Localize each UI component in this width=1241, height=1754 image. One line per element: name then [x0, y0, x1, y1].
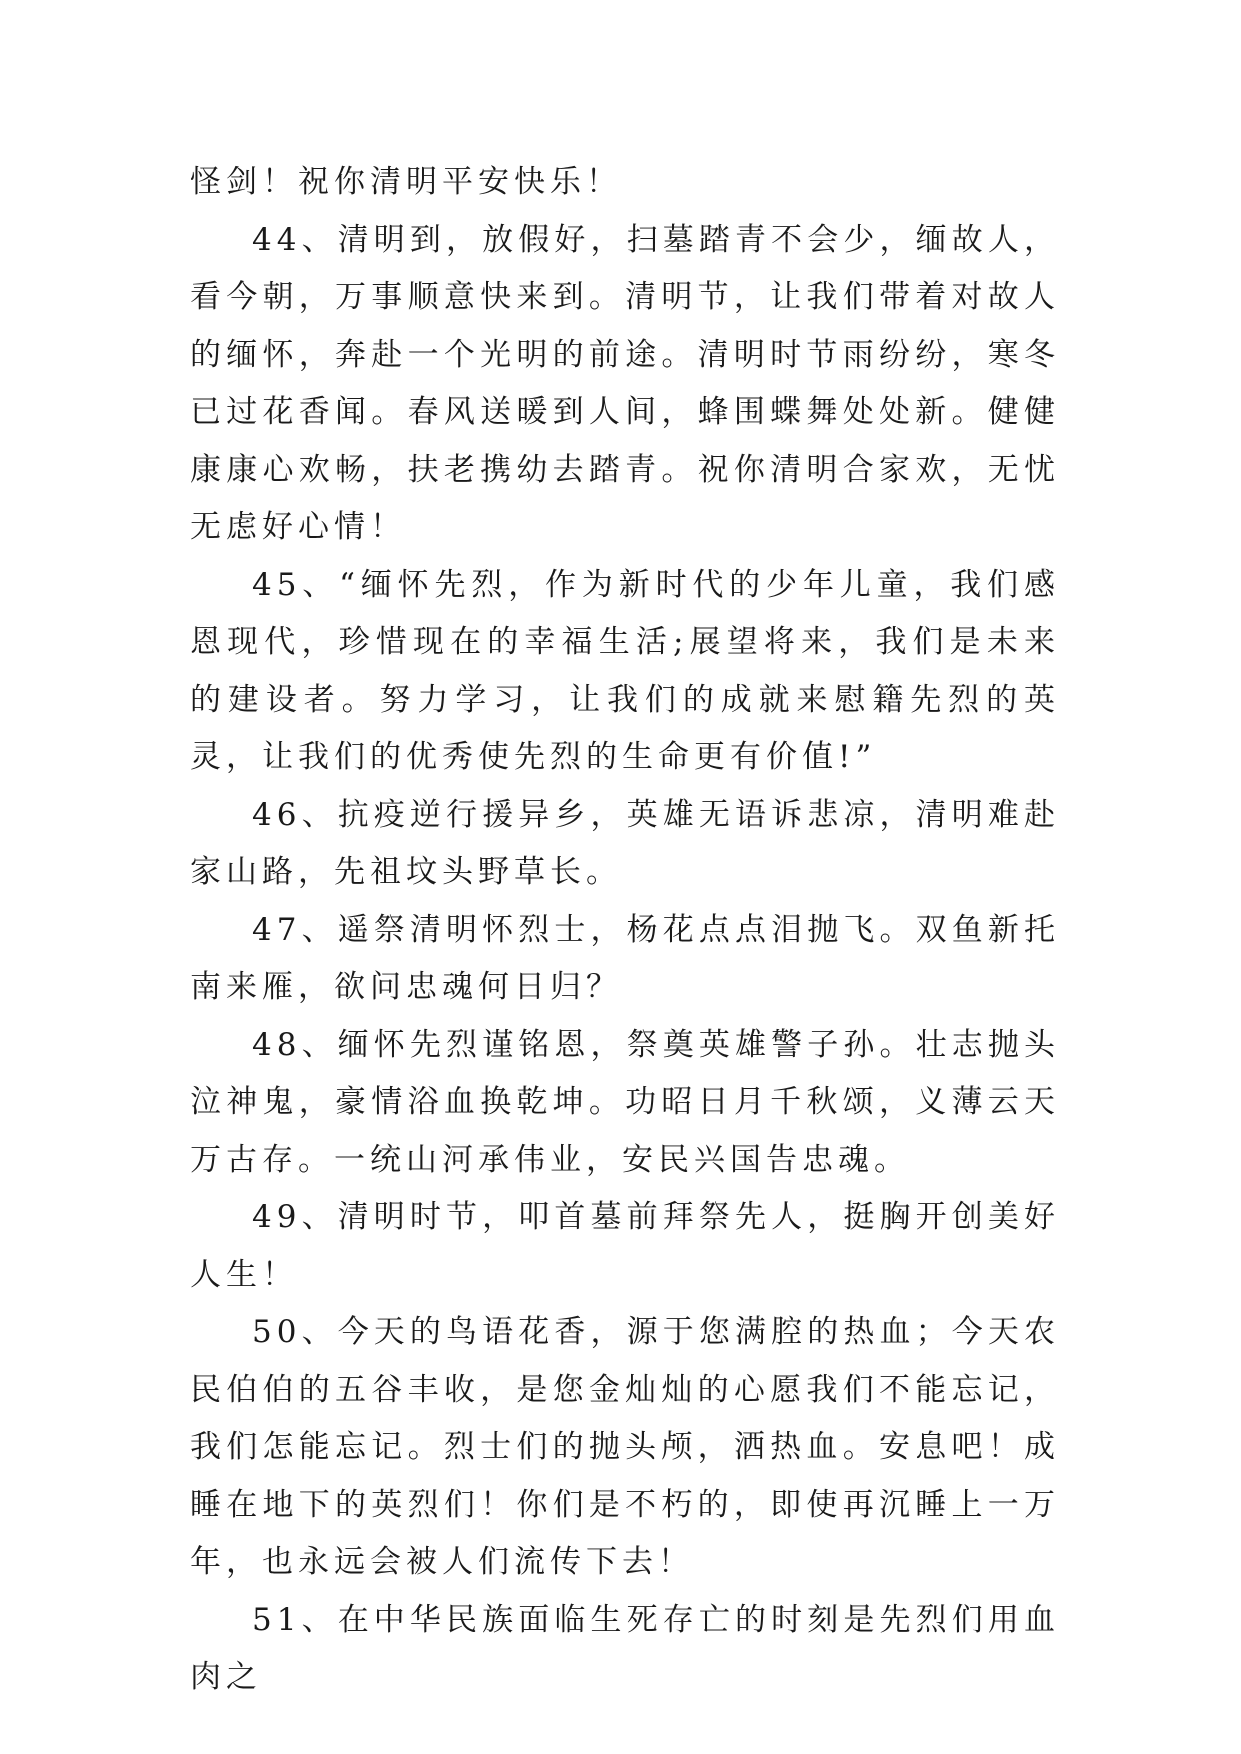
paragraph-continuation: 怪剑！祝你清明平安快乐！	[190, 164, 622, 200]
paragraph-46: 46、抗疫逆行援异乡，英雄无语诉悲凉，清明难赴家山路，先祖坟头野草长。	[190, 796, 1060, 890]
paragraph-50: 50、今天的鸟语花香，源于您满腔的热血；今天农民伯伯的五谷丰收，是您金灿灿的心愿我们不能忘记，我们怎能忘记。烈士们的抛头颅，洒热血。安息吧！成睡在地下的英烈们！你们是不朽的，即使再沉睡上一万年，也永远会被人们流传下去！	[190, 1314, 1060, 1580]
paragraph-47: 47、遥祭清明怀烈士，杨花点点泪抛飞。双鱼新托南来雁，欲问忠魂何日归？	[190, 911, 1060, 1005]
paragraph-44: 44、清明到，放假好，扫墓踏青不会少，缅故人，看今朝，万事顺意快来到。清明节，让我们带着对故人的缅怀，奔赴一个光明的前途。清明时节雨纷纷，寒冬已过花香闻。春风送暖到人间，蜂围蝶舞处处新。健健康康心欢畅，扶老携幼去踏青。祝你清明合家欢，无忧无虑好心情！	[190, 221, 1060, 545]
paragraph-48: 48、缅怀先烈谨铭恩，祭奠英雄警子孙。壮志抛头泣神鬼，豪情浴血换乾坤。功昭日月千秋颂，义薄云天万古存。一统山河承伟业，安民兴国告忠魂。	[190, 1026, 1060, 1178]
paragraph-49: 49、清明时节，叩首墓前拜祭先人，挺胸开创美好人生！	[190, 1199, 1060, 1293]
paragraph-51: 51、在中华民族面临生死存亡的时刻是先烈们用血肉之	[190, 1601, 1060, 1695]
document-body	[190, 154, 1060, 1707]
paragraph-45: 45、“缅怀先烈，作为新时代的少年儿童，我们感恩现代，珍惜现在的幸福生活;展望将来，我们是未来的建设者。努力学习，让我们的成就来慰籍先烈的英灵，让我们的优秀使先烈的生命更有价值!”	[190, 566, 1060, 775]
